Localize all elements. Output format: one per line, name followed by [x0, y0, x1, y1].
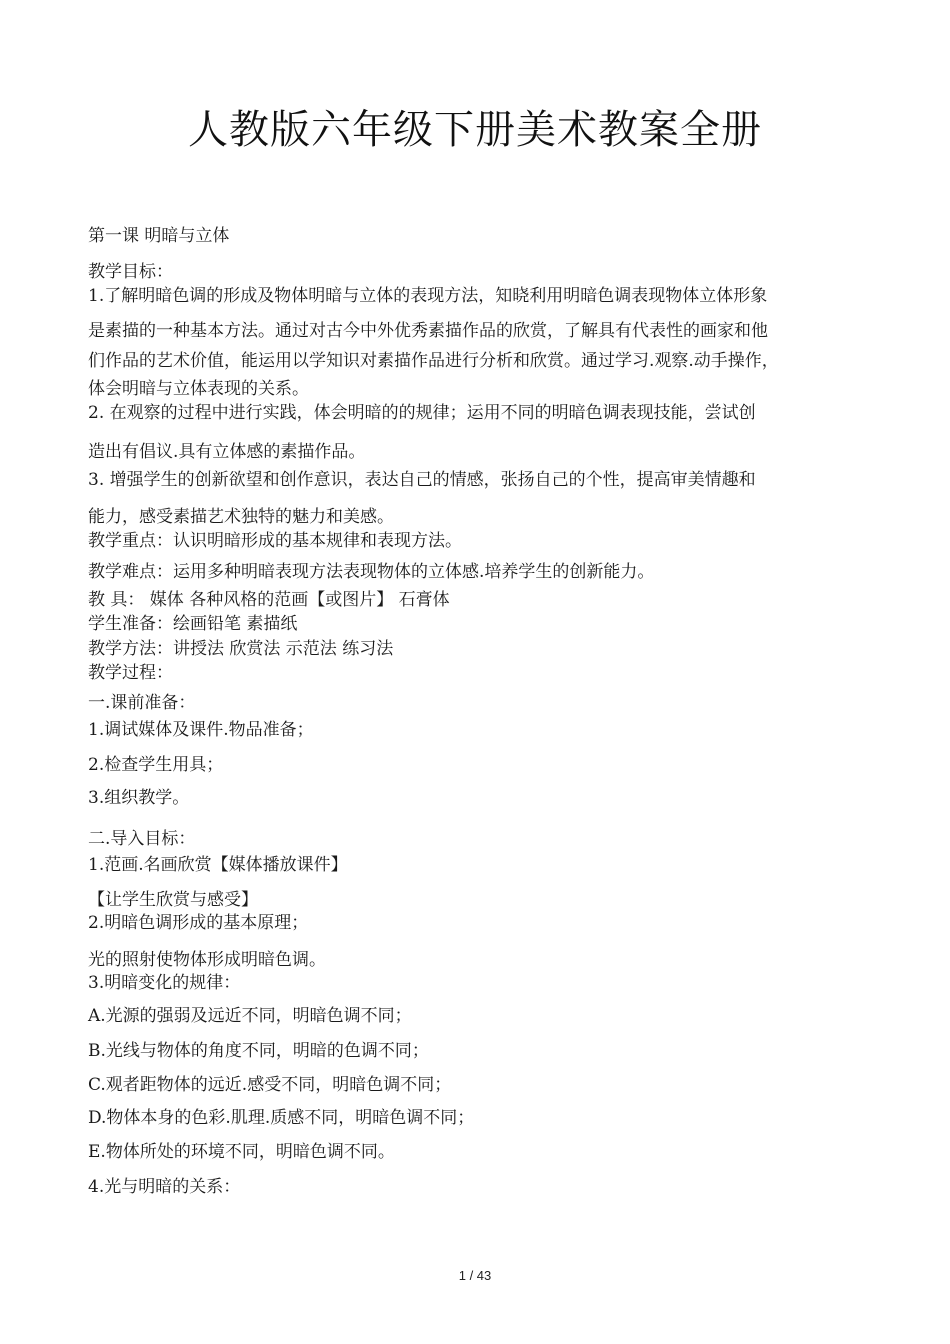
- text-line: 1.了解明暗色调的形成及物体明暗与立体的表现方法，知晓利用明暗色调表现物体立体形象: [88, 286, 768, 306]
- text-line: 教学难点：运用多种明暗表现方法表现物体的立体感.培养学生的创新能力。: [88, 562, 655, 582]
- text-line: A.光源的强弱及远近不同，明暗色调不同；: [88, 1006, 412, 1026]
- text-line: 2.明暗色调形成的基本原理；: [88, 913, 309, 933]
- text-line: 造出有倡议.具有立体感的素描作品。: [88, 442, 366, 462]
- text-line: 能力，感受素描艺术独特的魅力和美感。: [88, 507, 394, 527]
- text-line: 3.明暗变化的规律：: [88, 973, 241, 993]
- text-line: 1.调试媒体及课件.物品准备；: [88, 720, 314, 740]
- text-line: 们作品的艺术价值，能运用以学知识对素描作品进行分析和欣赏。通过学习.观察.动手操作，: [88, 351, 779, 371]
- text-line: 二.导入目标：: [88, 829, 196, 849]
- text-line: 教学方法：讲授法 欣赏法 示范法 练习法: [88, 639, 394, 659]
- text-line: 教学目标：: [88, 262, 173, 282]
- text-line: 教 具： 媒体 各种风格的范画【或图片】 石膏体: [88, 590, 450, 610]
- text-line: 1.范画.名画欣赏【媒体播放课件】: [88, 855, 348, 875]
- text-line: 4.光与明暗的关系：: [88, 1177, 241, 1197]
- text-line: 第一课 明暗与立体: [88, 226, 230, 246]
- text-line: 学生准备：绘画铅笔 素描纸: [88, 614, 298, 634]
- text-line: D.物体本身的色彩.肌理.质感不同，明暗色调不同；: [88, 1108, 475, 1128]
- document-title: 人教版六年级下册美术教案全册: [188, 107, 762, 153]
- text-line: 教学过程：: [88, 663, 173, 683]
- text-line: 光的照射使物体形成明暗色调。: [88, 950, 326, 970]
- text-line: 3. 增强学生的创新欲望和创作意识，表达自己的情感，张扬自己的个性，提高审美情趣和: [88, 470, 756, 490]
- text-line: E.物体所处的环境不同，明暗色调不同。: [88, 1142, 395, 1162]
- page-number: 1 / 43: [458, 1268, 492, 1283]
- text-line: 体会明暗与立体表现的关系。: [88, 379, 309, 399]
- text-line: 2. 在观察的过程中进行实践，体会明暗的的规律；运用不同的明暗色调表现技能，尝试创: [88, 403, 756, 423]
- text-line: 教学重点：认识明暗形成的基本规律和表现方法。: [88, 531, 462, 551]
- text-line: C.观者距物体的远近.感受不同，明暗色调不同；: [88, 1075, 452, 1095]
- text-line: 一.课前准备：: [88, 693, 196, 713]
- text-line: 【让学生欣赏与感受】: [88, 890, 258, 910]
- text-line: B.光线与物体的角度不同，明暗的色调不同；: [88, 1041, 429, 1061]
- text-line: 是素描的一种基本方法。通过对古今中外优秀素描作品的欣赏，了解具有代表性的画家和他: [88, 321, 768, 341]
- text-line: 3.组织教学。: [88, 788, 190, 808]
- text-line: 2.检查学生用具；: [88, 755, 224, 775]
